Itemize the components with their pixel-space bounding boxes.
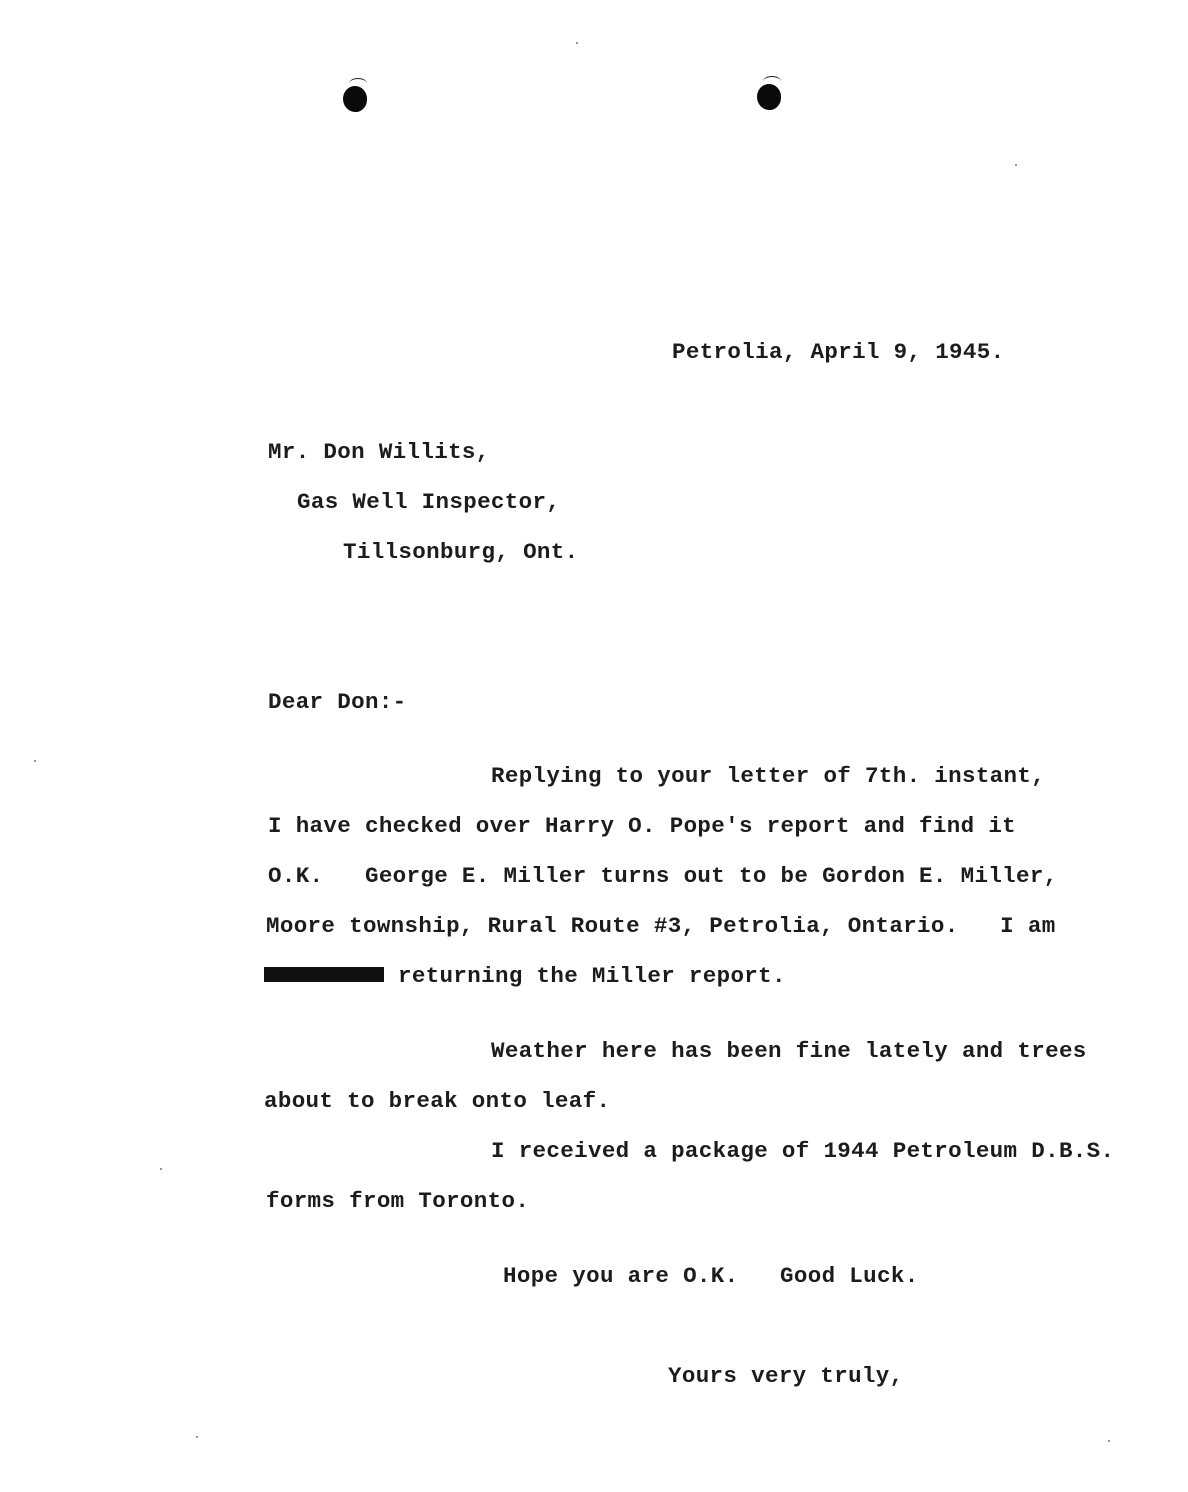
recipient-name: Mr. Don Willits, [268,439,490,465]
paragraph3-line2: forms from Toronto. [266,1188,530,1214]
scan-speck [160,1168,162,1170]
paragraph1-line3: O.K. George E. Miller turns out to be Gordon E. Miller, [268,863,1058,889]
paragraph1-line4: Moore township, Rural Route #3, Petrolia, Ontario. I am [266,913,1056,939]
scan-speck [576,42,578,44]
scan-speck [34,760,36,762]
paragraph1-line5 [264,962,786,990]
paragraph3-line1: I received a package of 1944 Petroleum D.B.S. [491,1138,1115,1164]
paragraph2-line1: Weather here has been fine lately and trees [491,1038,1087,1064]
scan-speck [1015,164,1017,166]
dateline: Petrolia, April 9, 1945. [672,339,1005,365]
salutation: Dear Don:- [268,689,407,715]
closing-wish: Hope you are O.K. Good Luck. [503,1263,919,1289]
paragraph2-line2: about to break onto leaf. [264,1088,611,1114]
punch-hole-left [343,86,367,112]
recipient-title: Gas Well Inspector, [297,489,561,515]
redaction-bar [264,967,384,982]
punch-hole-right [757,84,781,110]
scan-speck [196,1436,198,1438]
paragraph1-line2: I have checked over Harry O. Pope's report and find it [268,813,1017,839]
paragraph1-line1: Replying to your letter of 7th. instant, [491,763,1046,789]
recipient-location: Tillsonburg, Ont. [343,539,579,565]
scan-speck [1108,1440,1110,1442]
paragraph1-line5-text: returning the Miller report. [398,963,786,989]
complimentary-close: Yours very truly, [668,1363,904,1389]
